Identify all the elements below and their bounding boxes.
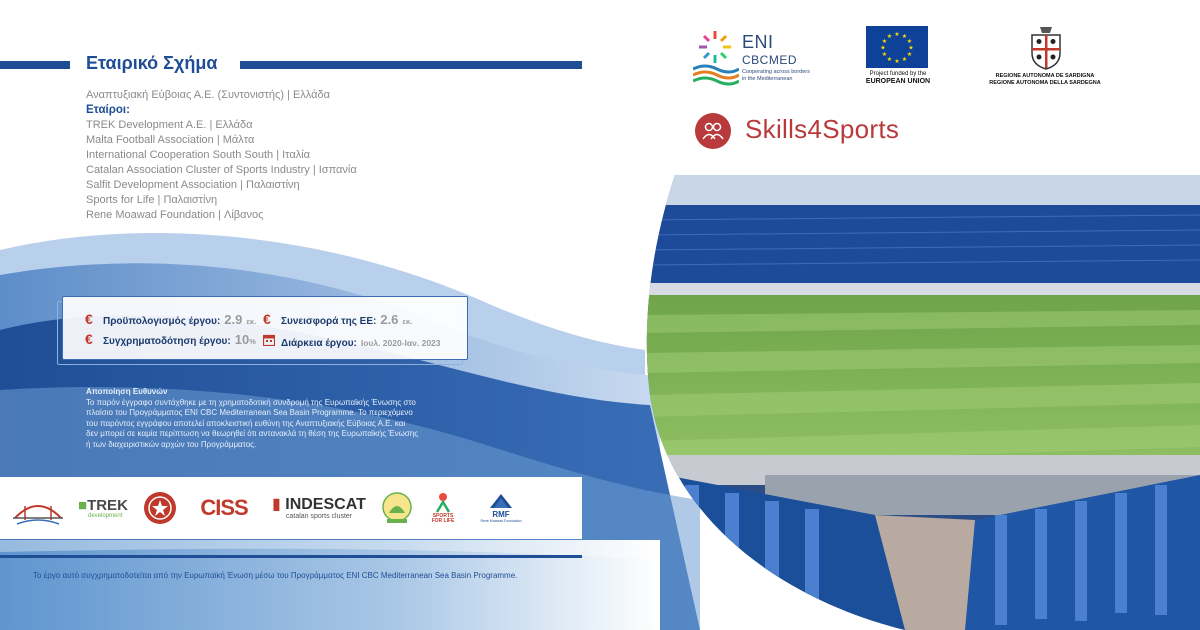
svg-text:★: ★	[894, 32, 900, 38]
svg-text:★: ★	[880, 45, 886, 52]
euro-icon: €	[263, 311, 271, 327]
calendar-icon	[263, 333, 277, 349]
footer-note: Το έργο αυτό συγχρηματοδοτείται από την Ευρωπαϊκή Ένωση μέσω του Προγράμματος ENI CBC Mediterranean Sea Basin Programme.	[33, 571, 518, 580]
eni-sunburst-icon	[693, 27, 739, 87]
people-icon	[695, 113, 731, 149]
svg-text:★: ★	[886, 34, 893, 40]
sardinia-line-1: REGIONE AUTONOMA DE SARDIGNA	[995, 73, 1095, 79]
svg-text:★: ★	[901, 34, 908, 40]
cofinancing-item	[85, 331, 256, 347]
cofinancing-label: Συγχρηματοδότηση έργου:	[103, 336, 231, 347]
budget-unit: εκ.	[246, 317, 257, 326]
eu-flag-icon	[866, 26, 928, 68]
indescat-logo: ▮ INDESCAT catalan sports cluster	[272, 495, 366, 520]
title-bar-right	[240, 61, 582, 69]
page-title: Εταιρικό Σχήμα	[86, 53, 218, 73]
eu-contribution-label: Συνεισφορά της ΕΕ:	[281, 316, 377, 327]
ciss-logo: CISS	[200, 495, 248, 520]
title-bar-left	[0, 61, 70, 69]
partner-item: Sports for Life | Παλαιστίνη	[86, 194, 218, 206]
duration-value: Ιουλ. 2020-Ιαν. 2023	[360, 338, 441, 348]
partner-item: Rene Moawad Foundation | Λίβανος	[86, 209, 264, 221]
partners-label: Εταίροι:	[86, 104, 130, 116]
budget-value: 2.9	[224, 312, 243, 327]
disclaimer-line: του παρόντος εγγράφου αποτελεί αποκλειστική ευθύνη της Αναπτυξιακής Εύβοιας Α.Ε. και	[86, 418, 406, 428]
salfit-development-logo	[380, 485, 414, 531]
trek-development-logo: ■TREK development	[78, 496, 128, 519]
disclaimer-line: ή των διαχειριστικών αρχών του Προγράμματος.	[86, 439, 257, 449]
svg-text:★: ★	[881, 52, 888, 58]
stadium-photo	[645, 175, 1200, 630]
svg-text:★: ★	[906, 39, 913, 45]
partner-item: Catalan Association Cluster of Sports Industry | Ισπανία	[86, 164, 357, 176]
evia-development-logo	[10, 485, 66, 531]
disclaimer-line: δεν μπορεί σε καμία περίπτωση να θεωρηθεί ότι αντανακλά τη θέση της Ευρωπαϊκής Ένωσης	[86, 429, 419, 438]
eu-contribution-item	[263, 311, 412, 327]
eni-name: ENI	[742, 32, 774, 52]
svg-text:★: ★	[881, 39, 888, 45]
svg-text:★: ★	[886, 57, 893, 63]
budget-label: Προϋπολογισμός έργου:	[103, 316, 221, 327]
project-title: Skills4Sports	[745, 114, 900, 144]
coordinator-line: Αναπτυξιακή Εύβοιας Α.Ε. (Συντονιστής) | Ελλάδα	[86, 89, 330, 101]
euro-icon: €	[85, 331, 93, 347]
eni-sub: CBCMED	[742, 53, 798, 67]
duration-item	[263, 333, 441, 349]
svg-text:★: ★	[906, 52, 913, 58]
disclaimer-line: πλαίσιο του Προγράμματος ENI CBC Mediterranean Sea Basin Programme. Το περιεχόμενο	[86, 408, 413, 417]
footer-divider	[0, 555, 582, 558]
eu-caption: Project funded by the EUROPEAN UNION	[865, 71, 931, 85]
sardinia-crest-icon	[1026, 25, 1066, 71]
svg-text:★: ★	[908, 45, 914, 52]
partner-item: International Cooperation South South | Ιταλία	[86, 149, 311, 161]
disclaimer-line: Το παρόν έγγραφο συντάχθηκε με τη χρηματοδοτική συνδρομή της Ευρωπαϊκής Ένωσης στο	[86, 397, 416, 407]
eu-contribution-unit: εκ.	[402, 317, 413, 326]
section-title-row	[0, 55, 590, 81]
duration-label: Διάρκεια έργου:	[281, 338, 357, 349]
partner-item: Malta Football Association | Μάλτα	[86, 134, 255, 146]
partner-item: TREK Development A.E. | Ελλάδα	[86, 119, 253, 131]
sports-for-life-logo: SPORTS FOR LIFE	[428, 485, 458, 531]
eu-contribution-value: 2.6	[380, 312, 399, 327]
svg-text:★: ★	[894, 59, 900, 65]
partner-logos-strip	[0, 477, 582, 539]
eni-tagline: Cooperating across borders in the Mediterranean	[742, 69, 810, 82]
partner-list	[86, 88, 357, 223]
budget-item	[85, 311, 256, 327]
sardinia-line-2: REGIONE AUTONOMA DELLA SARDEGNA	[989, 80, 1101, 86]
disclaimer	[86, 387, 466, 450]
disclaimer-heading: Αποποίηση Ευθυνών	[86, 387, 168, 396]
svg-text:★: ★	[901, 57, 908, 63]
partner-item: Salfit Development Association | Παλαιστίνη	[86, 179, 300, 191]
malta-fa-logo	[142, 485, 178, 531]
cofinancing-value: 10%	[234, 332, 256, 347]
euro-icon: €	[85, 311, 93, 327]
budget-box	[62, 296, 468, 360]
rene-moawad-foundation-logo: RMF René Moawad Foundation	[478, 485, 524, 531]
